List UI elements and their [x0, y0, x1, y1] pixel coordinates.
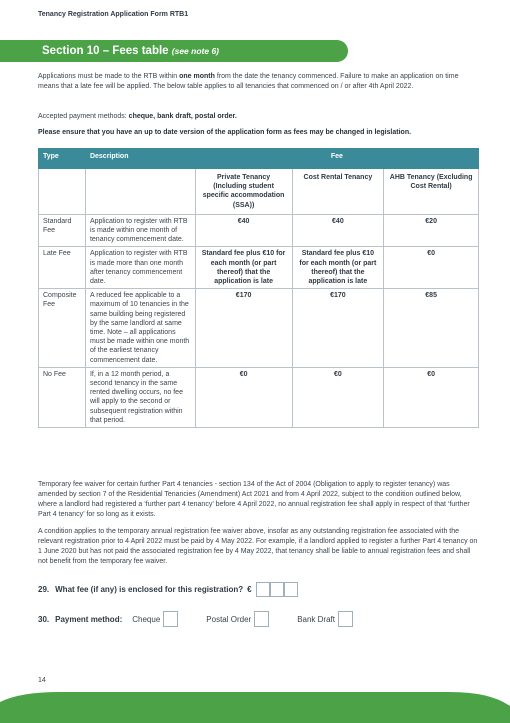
q29-number: 29. — [38, 585, 50, 594]
fees-table — [38, 148, 479, 428]
subheader-empty — [85, 169, 195, 215]
fee-amount-box[interactable] — [256, 582, 270, 597]
intro-text-1: Applications must be made to the RTB within — [38, 73, 180, 80]
option-bank-draft-label: Bank Draft — [297, 614, 335, 624]
cell-ahb: €0 — [384, 367, 479, 427]
section-banner — [0, 40, 348, 62]
cell-description: If, in a 12 month period, a second tenancy in the same rented dwelling occurs, no fee will apply to the second or subsequent registration within that period. — [85, 367, 195, 427]
cell-description: Application to register with RTB is made more than one month after tenancy commencement date. — [85, 247, 195, 289]
page-number: 14 — [38, 677, 46, 684]
intro-paragraph — [38, 72, 478, 92]
cell-ahb: €85 — [384, 289, 479, 368]
fee-amount-box[interactable] — [270, 582, 284, 597]
header-type: Type — [39, 149, 86, 169]
cell-type: Late Fee — [39, 247, 86, 289]
cell-private: Standard fee plus €10 for each month (or part thereof) that the application is late — [195, 247, 292, 289]
cell-ahb: €20 — [384, 214, 479, 247]
fee-amount-box[interactable] — [284, 582, 298, 597]
cheque-checkbox[interactable] — [163, 611, 178, 627]
subheader-private: Private Tenancy (Including student specific accommodation (SSA)) — [195, 169, 292, 215]
cell-type: No Fee — [39, 367, 86, 427]
form-title: Tenancy Registration Application Form RTB1 — [38, 11, 189, 18]
table-row — [39, 214, 479, 247]
cell-private: €170 — [195, 289, 292, 368]
waiver-paragraph-2: A condition applies to the temporary annual registration fee waiver above, insofar as any outstanding registration fee associated with the relevant registration prior to 4 April 2022 must be paid by 4 May 2022. For example, if a landlord applied to register a further Part 4 tenancy on 1 June 2020 but has not paid the associated registration fee by 4 May 2022, that tenancy shall be liable to annual registration fees and shall not benefit from the temporary fee waiver. — [38, 528, 478, 565]
waiver-paragraph-1: Temporary fee waiver for certain further Part 4 tenancies - section 134 of the Act of 2004 (Obligation to apply to register tenancy) was amended by section 7 of the Residential Tenancies (Amendment) Act 2021 and from 4 April 2022, subject to the condition outlined below, where a landlord had registered a ‘further part 4 tenancy’ before 4 April 2022, no annual registration fee shall apply in respect of that ‘further Part 4 tenancy’ for so long as it exists. — [38, 481, 470, 518]
table-row — [39, 247, 479, 289]
postal-order-checkbox[interactable] — [254, 611, 269, 627]
intro-text-2: from the date the tenancy commenced. Failure to make an application on time means that a late fee will be applied. The below table applies to all tenancies that commenced on / or after 4th April 2022. — [38, 73, 459, 90]
cell-cost: €40 — [292, 214, 384, 247]
cell-cost: Standard fee plus €10 for each month (or part thereof) that the application is late — [292, 247, 384, 289]
cell-cost: €0 — [292, 367, 384, 427]
accepted-values: cheque, bank draft, postal order. — [128, 113, 237, 120]
section-title-text: Section 10 – Fees table — [42, 45, 169, 57]
table-row — [39, 289, 479, 368]
cell-type: Standard Fee — [39, 214, 86, 247]
q30-label: Payment method: — [55, 614, 123, 624]
intro-bold: one month — [179, 73, 215, 80]
question-29 — [38, 582, 298, 597]
cell-ahb: €0 — [384, 247, 479, 289]
question-30 — [38, 611, 353, 627]
subheader-ahb: AHB Tenancy (Excluding Cost Rental) — [384, 169, 479, 215]
subheader-cost: Cost Rental Tenancy — [292, 169, 384, 215]
option-postal-order-label: Postal Order — [206, 614, 252, 624]
header-fee: Fee — [195, 149, 478, 169]
cell-description: A reduced fee applicable to a maximum of 10 tenancies in the same building being registered by the same landlord at same time. Note – all applications must be made within one month of the earliest tenancy commencement date. — [85, 289, 195, 368]
option-cheque-label: Cheque — [132, 614, 161, 624]
ensure-notice: Please ensure that you have an up to date version of the application form as fees may be changed in legislation. — [38, 129, 412, 136]
table-row — [39, 367, 479, 427]
euro-symbol: € — [247, 585, 252, 594]
footer-wave — [0, 688, 510, 723]
accepted-label: Accepted payment methods: — [38, 113, 129, 120]
section-title — [42, 45, 219, 57]
cell-description: Application to register with RTB is made within one month of tenancy commencement date. — [85, 214, 195, 247]
bank-draft-checkbox[interactable] — [338, 611, 353, 627]
subheader-empty — [39, 169, 86, 215]
q29-label: What fee (if any) is enclosed for this registration? — [55, 585, 244, 594]
cell-private: €0 — [195, 367, 292, 427]
section-note: (see note 6) — [171, 46, 220, 56]
q30-number: 30. — [38, 614, 50, 624]
header-description: Description — [85, 149, 195, 169]
cell-private: €40 — [195, 214, 292, 247]
cell-cost: €170 — [292, 289, 384, 368]
cell-type: Composite Fee — [39, 289, 86, 368]
accepted-methods — [38, 112, 478, 122]
